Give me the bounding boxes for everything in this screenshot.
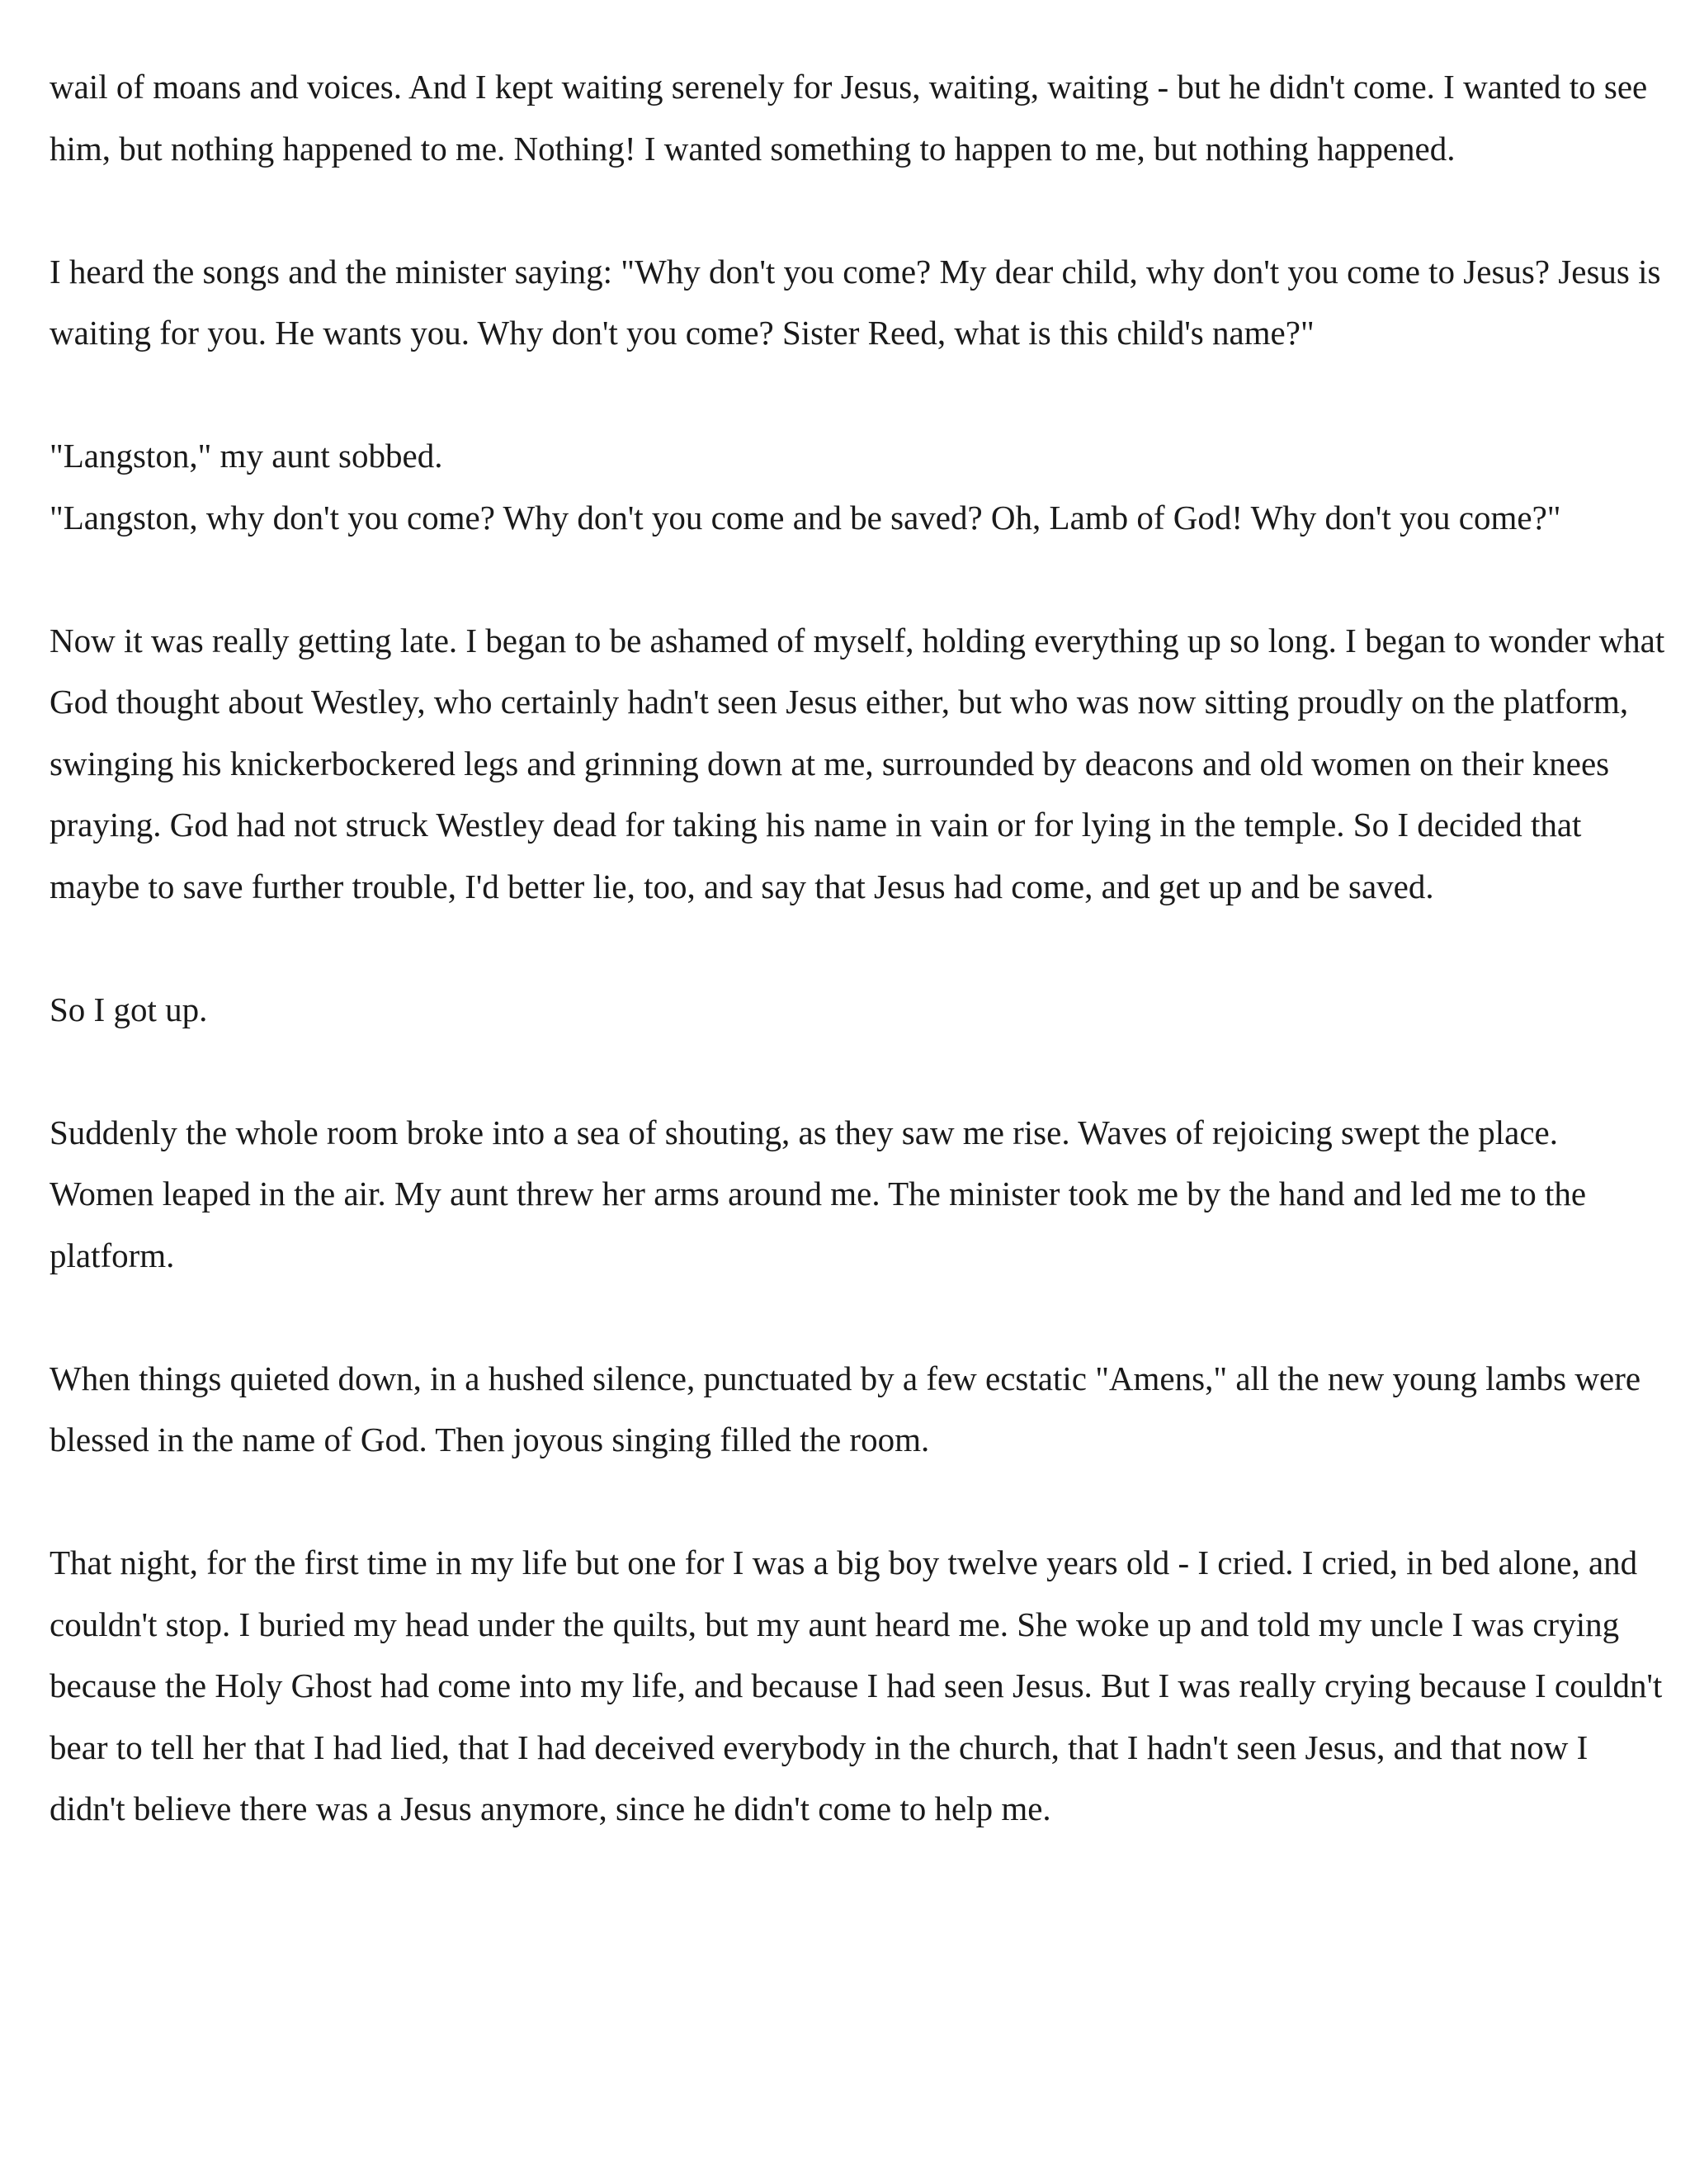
document-page <box>50 56 1667 1901</box>
paragraph-got-up: So I got up. <box>50 990 208 1028</box>
paragraph-waiting-for-jesus: wail of moans and voices. And I kept waiting serenely for Jesus, waiting, waiting - but he didn't come. I wanted to see him, but nothing happened to me. Nothing! I wanted something to happen to me, but nothing happened. <box>50 68 1648 168</box>
paragraph-room-shouting: Suddenly the whole room broke into a sea of shouting, as they saw me rise. Waves of rejoicing swept the place. Women leaped in the air. My aunt threw her arms around me. The minister took me by the hand and led me to the platform. <box>50 1113 1587 1274</box>
paragraph-getting-late: Now it was really getting late. I began to be ashamed of myself, holding everything up so long. I began to wonder what God thought about Westley, who certainly hadn't seen Jesus either, but who was now sitting proudly on the platform, swinging his knickerbockered legs and grinning down at me, surrounded by deacons and old women on their knees praying. God had not struck Westley dead for taking his name in vain or for lying in the temple. So I decided that maybe to save further trouble, I'd better lie, too, and say that Jesus had come, and get up and be saved. <box>50 621 1665 905</box>
paragraph-that-night: That night, for the first time in my life but one for I was a big boy twelve years old - I cried. I cried, in bed alone, and couldn't stop. I buried my head under the quilts, but my aunt heard me. She woke up and told my uncle I was crying because the Holy Ghost had come into my life, and because I had seen Jesus. But I was really crying because I couldn't bear to tell her that I had lied, that I had deceived everybody in the church, that I hadn't seen Jesus, and that now I didn't believe there was a Jesus anymore, since he didn't come to help me. <box>50 1543 1663 1827</box>
paragraph-minister-calls-langston: "Langston, why don't you come? Why don't you come and be saved? Oh, Lamb of God! Why don't you come?" <box>50 498 1561 537</box>
paragraph-minister-asks: I heard the songs and the minister saying: "Why don't you come? My dear child, why don't you come to Jesus? Jesus is waiting for you. He wants you. Why don't you come? Sister Reed, what is this child's name?" <box>50 252 1661 352</box>
paragraph-aunt-sobbed: "Langston," my aunt sobbed. <box>50 437 443 475</box>
paragraph-quieted-down: When things quieted down, in a hushed silence, punctuated by a few ecstatic "Amens," all the new young lambs were blessed in the name of God. Then joyous singing filled the room. <box>50 1359 1641 1458</box>
